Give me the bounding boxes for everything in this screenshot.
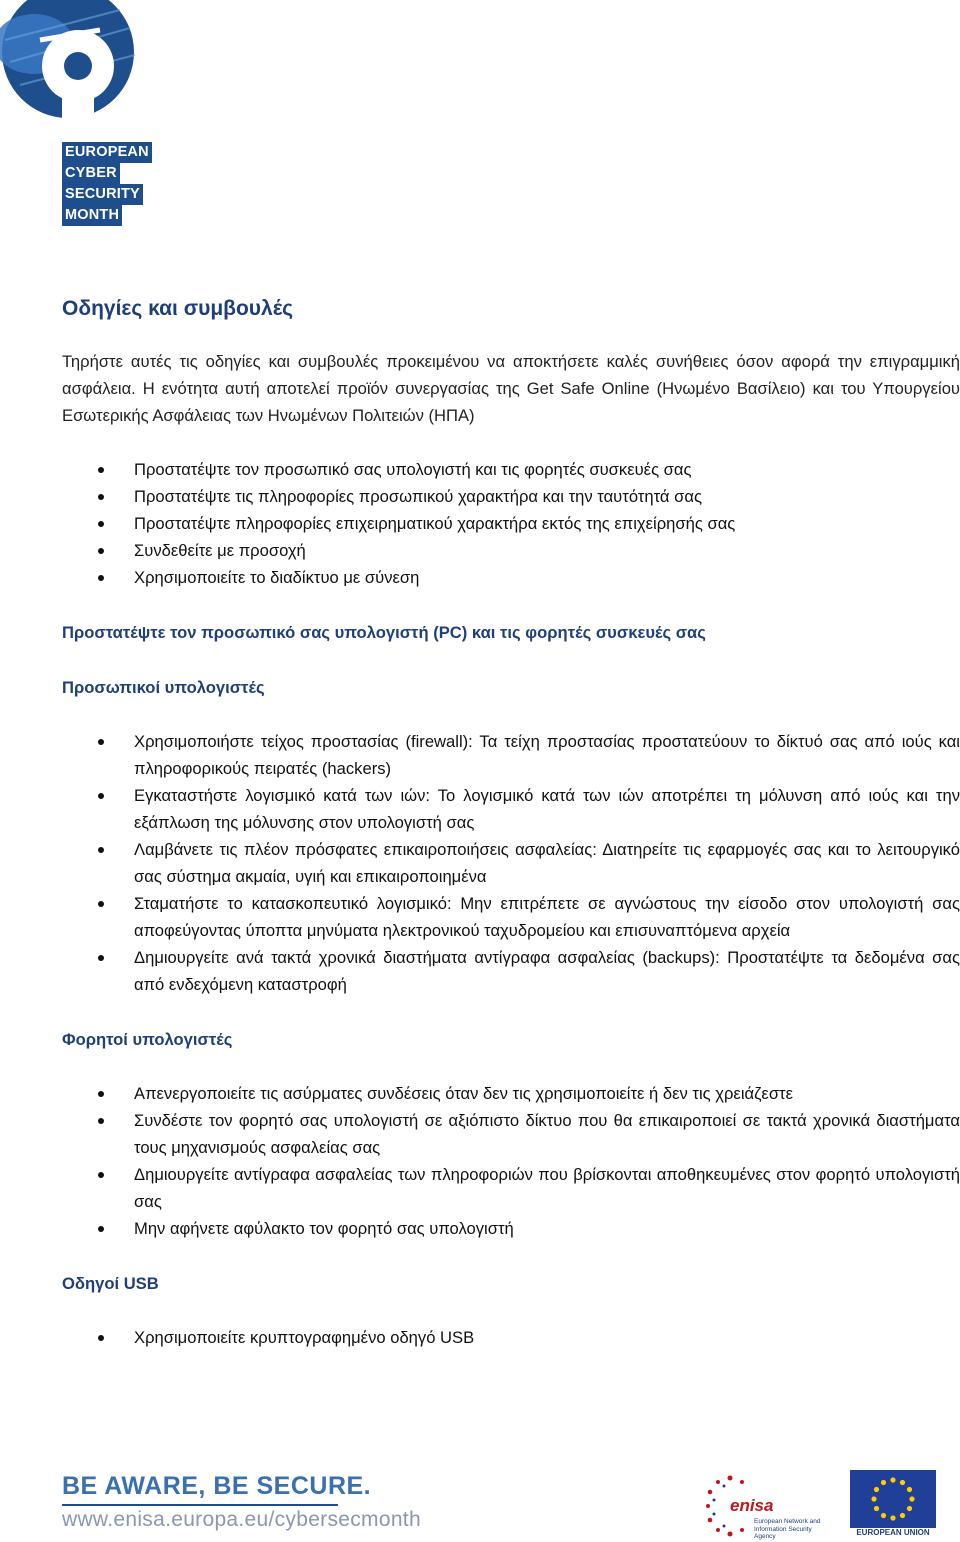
list-item: Απενεργοποιείτε τις ασύρματες συνδέσεις όταν δεν τις χρησιμοποιείτε ή δεν τις χρειάζεστε xyxy=(62,1080,960,1107)
logo-line-cyber: CYBER xyxy=(62,163,120,184)
eu-star-icon xyxy=(890,1515,895,1520)
subheading-laptop: Φορητοί υπολογιστές xyxy=(62,1030,233,1049)
list-item: Συνδέστε τον φορητό σας υπολογιστή σε αξιόπιστο δίκτυο που θα επικαιροποιεί σε τακτά χρονικά διαστήματα τους μηχανισμούς ασφαλείας σας xyxy=(62,1107,960,1161)
enisa-logo xyxy=(700,1470,820,1542)
bullet-icon xyxy=(98,1172,104,1178)
footer-divider xyxy=(62,1504,338,1506)
list-item: Δημιουργείτε αντίγραφα ασφαλείας των πληροφοριών που βρίσκονται αποθηκευμένες στον φορητό υπολογιστή σας xyxy=(62,1161,960,1215)
bullet-icon xyxy=(98,1335,104,1341)
footer-tagline: BE AWARE, BE SECURE. xyxy=(62,1472,372,1500)
logo-line-month: MONTH xyxy=(62,205,122,226)
eu-star-icon xyxy=(907,1487,912,1492)
eu-flag-icon xyxy=(850,1470,936,1528)
personal-list xyxy=(62,728,960,998)
section-heading-pc: Προστατέψτε τον προσωπικό σας υπολογιστή (PC) και τις φορητές συσκευές σας xyxy=(62,623,706,642)
eu-star-icon xyxy=(874,1487,879,1492)
eu-star-icon xyxy=(900,1480,905,1485)
list-item: Συνδεθείτε με προσοχή xyxy=(62,537,960,564)
bullet-icon xyxy=(98,1091,104,1097)
eu-star-icon xyxy=(874,1506,879,1511)
eu-star-icon xyxy=(909,1496,914,1501)
eu-star-icon xyxy=(871,1496,876,1501)
document-body xyxy=(62,294,960,1351)
list-item: Σταματήστε το κατασκοπευτικό λογισμικό: Μην επιτρέπετε σε αγνώστους την είσοδο στον υπολογιστή σας αποφεύγοντας ύποπτα μηνύματα ηλεκτρονικού ταχυδρομείου και επισυναπτόμενα αρχεία xyxy=(62,890,960,944)
bullet-icon xyxy=(98,494,104,500)
bullet-icon xyxy=(98,955,104,961)
list-item: Εγκαταστήστε λογισμικό κατά των ιών: Το λογισμικό κατά των ιών αποτρέπει τη μόλυνση από ιούς και την εξάπλωση της μόλυνσης στον υπολογιστή σας xyxy=(62,782,960,836)
laptop-list xyxy=(62,1080,960,1242)
logo-line-european: EUROPEAN xyxy=(62,142,152,163)
summary-list xyxy=(62,456,960,591)
intro-paragraph: Τηρήστε αυτές τις οδηγίες και συμβουλές προκειμένου να αποκτήσετε καλές συνήθειες όσον αφορά την επιγραμμική ασφάλεια. Η ενότητα αυτή αποτελεί προϊόν συνεργασίας της Get Safe Online (Ηνωμένο Βασίλειο) και του Υπουργείου Εσωτερικής Ασφάλειας των Ηνωμένων Πολιτειών (ΗΠΑ) xyxy=(62,352,960,425)
logo-line-security: SECURITY xyxy=(62,184,143,205)
bullet-icon xyxy=(98,1226,104,1232)
bullet-icon xyxy=(98,901,104,907)
list-item: Προστατέψτε τον προσωπικό σας υπολογιστή και τις φορητές συσκευές σας xyxy=(62,456,960,483)
footer-url[interactable]: www.enisa.europa.eu/cybersecmonth xyxy=(62,1508,421,1531)
list-item: Δημιουργείτε ανά τακτά χρονικά διαστήματα αντίγραφα ασφαλείας (backups): Προστατέψτε τα δεδομένα σας από ενδεχόμενη καταστροφή xyxy=(62,944,960,998)
eu-star-icon xyxy=(881,1480,886,1485)
list-item: Μην αφήνετε αφύλακτο τον φορητό σας υπολογιστή xyxy=(62,1215,960,1242)
bullet-icon xyxy=(98,739,104,745)
list-item: Προστατέψτε τις πληροφορίες προσωπικού χαρακτήρα και την ταυτότητά σας xyxy=(62,483,960,510)
bullet-icon xyxy=(98,793,104,799)
list-item: Χρησιμοποιείτε το διαδίκτυο με σύνεση xyxy=(62,564,960,591)
bullet-icon xyxy=(98,548,104,554)
ecsm-logo-graphic xyxy=(0,0,150,150)
eu-star-icon xyxy=(907,1506,912,1511)
enisa-subtitle: European Network and Information Security Agency xyxy=(754,1518,821,1540)
list-item: Χρησιμοποιείτε κρυπτογραφημένο οδηγό USB xyxy=(62,1324,960,1351)
list-item: Προστατέψτε πληροφορίες επιχειρηματικού χαρακτήρα εκτός της επιχείρησής σας xyxy=(62,510,960,537)
eu-flag-logo xyxy=(850,1470,936,1542)
bullet-icon xyxy=(98,847,104,853)
page-title: Οδηγίες και συμβουλές xyxy=(62,297,294,320)
bullet-icon xyxy=(98,467,104,473)
enisa-wordmark: enisa xyxy=(730,1496,774,1515)
subheading-personal: Προσωπικοί υπολογιστές xyxy=(62,678,265,697)
bullet-icon xyxy=(98,521,104,527)
list-item: Χρησιμοποιήστε τείχος προστασίας (firewall): Τα τείχη προστασίας προστατεύουν το δίκτυό σας από ιούς και πληροφορικούς πειρατές (hackers) xyxy=(62,728,960,782)
subheading-usb: Οδηγοί USB xyxy=(62,1274,159,1293)
eu-star-icon xyxy=(900,1513,905,1518)
page-footer xyxy=(0,1460,960,1542)
usb-list xyxy=(62,1324,960,1351)
list-item: Λαμβάνετε τις πλέον πρόσφατες επικαιροποιήσεις ασφαλείας: Διατηρείτε τις εφαρμογές σας και το λειτουργικό σας σύστημα ακμαία, υγιή και επικαιροποιημένα xyxy=(62,836,960,890)
eu-label: EUROPEAN UNION xyxy=(856,1528,930,1537)
eu-star-icon xyxy=(890,1477,895,1482)
bullet-icon xyxy=(98,575,104,581)
ecsm-logo xyxy=(0,0,150,228)
bullet-icon xyxy=(98,1118,104,1124)
eu-star-icon xyxy=(881,1513,886,1518)
